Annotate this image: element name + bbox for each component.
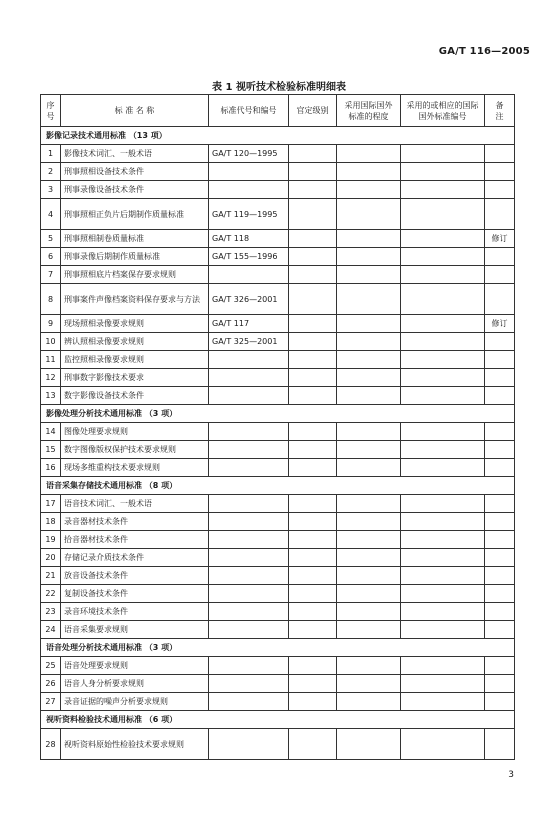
remark	[485, 693, 515, 711]
remark	[485, 603, 515, 621]
standard-name: 放音设备技术条件	[61, 567, 209, 585]
remark	[485, 729, 515, 760]
row-number: 8	[41, 284, 61, 315]
standard-name: 刑事照相制卷质量标准	[61, 230, 209, 248]
intl-adoption	[337, 333, 401, 351]
official-level	[289, 531, 337, 549]
standard-name: 录音证据的噪声分析要求规则	[61, 693, 209, 711]
standard-code	[209, 387, 289, 405]
row-number: 4	[41, 199, 61, 230]
official-level	[289, 163, 337, 181]
section-title: 语音处理分析技术通用标准 （3 项）	[41, 639, 515, 657]
official-level	[289, 351, 337, 369]
row-number: 7	[41, 266, 61, 284]
row-number: 3	[41, 181, 61, 199]
intl-adoption	[337, 441, 401, 459]
official-level	[289, 199, 337, 230]
standard-name: 拾音器材技术条件	[61, 531, 209, 549]
standard-code	[209, 423, 289, 441]
official-level	[289, 441, 337, 459]
remark	[485, 333, 515, 351]
intl-adoption	[337, 657, 401, 675]
intl-adoption	[337, 181, 401, 199]
intl-adoption	[337, 603, 401, 621]
intl-adoption	[337, 729, 401, 760]
remark	[485, 441, 515, 459]
remark: 修订	[485, 230, 515, 248]
table-row	[41, 567, 515, 585]
page-number: 3	[508, 770, 514, 780]
official-level	[289, 567, 337, 585]
table-row	[41, 315, 515, 333]
remark	[485, 459, 515, 477]
row-number: 5	[41, 230, 61, 248]
intl-standard-code	[401, 693, 485, 711]
standard-code	[209, 369, 289, 387]
official-level	[289, 675, 337, 693]
official-level	[289, 621, 337, 639]
official-level	[289, 248, 337, 266]
col-intl-code-header	[401, 95, 485, 127]
intl-standard-code	[401, 621, 485, 639]
row-number: 2	[41, 163, 61, 181]
intl-adoption	[337, 675, 401, 693]
standard-name: 现场多维重构技术要求规则	[61, 459, 209, 477]
standard-code	[209, 163, 289, 181]
intl-standard-code	[401, 230, 485, 248]
intl-adoption	[337, 369, 401, 387]
row-number: 26	[41, 675, 61, 693]
standard-code	[209, 549, 289, 567]
official-level	[289, 495, 337, 513]
intl-standard-code	[401, 315, 485, 333]
official-level	[289, 230, 337, 248]
standard-name: 刑事照相底片档案保存要求规则	[61, 266, 209, 284]
intl-standard-code	[401, 513, 485, 531]
col-seq-line1: 序	[46, 100, 55, 110]
intl-adoption	[337, 163, 401, 181]
remark	[485, 513, 515, 531]
row-number: 10	[41, 333, 61, 351]
section-row	[41, 711, 515, 729]
col-remark-line2: 注	[495, 111, 504, 121]
intl-standard-code	[401, 603, 485, 621]
table-row	[41, 459, 515, 477]
standard-code	[209, 181, 289, 199]
standard-name: 刑事案件声像档案资料保存要求与方法	[61, 284, 209, 315]
official-level	[289, 284, 337, 315]
table-row	[41, 199, 515, 230]
remark	[485, 181, 515, 199]
section-row	[41, 477, 515, 495]
intl-standard-code	[401, 199, 485, 230]
intl-adoption	[337, 423, 401, 441]
intl-adoption	[337, 351, 401, 369]
standard-code: GA/T 118	[209, 230, 289, 248]
standard-name: 刑事数字影像技术要求	[61, 369, 209, 387]
official-level	[289, 145, 337, 163]
table-row	[41, 495, 515, 513]
intl-standard-code	[401, 369, 485, 387]
intl-adoption	[337, 248, 401, 266]
table-row	[41, 441, 515, 459]
intl-standard-code	[401, 423, 485, 441]
section-row	[41, 639, 515, 657]
section-title: 影像记录技术通用标准 （13 项）	[41, 127, 515, 145]
table-row	[41, 333, 515, 351]
intl-adoption	[337, 199, 401, 230]
intl-standard-code	[401, 459, 485, 477]
standard-code: GA/T 117	[209, 315, 289, 333]
intl-standard-code	[401, 531, 485, 549]
remark	[485, 369, 515, 387]
standard-code	[209, 675, 289, 693]
standard-code: GA/T 120—1995	[209, 145, 289, 163]
intl-adoption	[337, 531, 401, 549]
table-row	[41, 230, 515, 248]
table-row	[41, 657, 515, 675]
intl-adoption	[337, 284, 401, 315]
standard-name: 刑事录像后期制作质量标准	[61, 248, 209, 266]
standard-code: GA/T 119—1995	[209, 199, 289, 230]
official-level	[289, 369, 337, 387]
row-number: 17	[41, 495, 61, 513]
remark: 修订	[485, 315, 515, 333]
remark	[485, 567, 515, 585]
col-level-header: 官定级别	[289, 95, 337, 127]
remark	[485, 248, 515, 266]
remark	[485, 266, 515, 284]
remark	[485, 675, 515, 693]
standard-code	[209, 603, 289, 621]
intl-standard-code	[401, 387, 485, 405]
col-remark-line1: 备	[495, 100, 504, 110]
row-number: 13	[41, 387, 61, 405]
col-intl-degree-line2: 标准的程度	[348, 111, 389, 121]
intl-adoption	[337, 145, 401, 163]
standard-name: 数字图像版权保护技术要求规则	[61, 441, 209, 459]
table-row	[41, 266, 515, 284]
standard-name: 监控照相录像要求规则	[61, 351, 209, 369]
standard-name: 复制设备技术条件	[61, 585, 209, 603]
row-number: 18	[41, 513, 61, 531]
col-remark-header	[485, 95, 515, 127]
standard-code	[209, 729, 289, 760]
row-number: 14	[41, 423, 61, 441]
intl-standard-code	[401, 729, 485, 760]
table-row	[41, 351, 515, 369]
standard-code: GA/T 326—2001	[209, 284, 289, 315]
standard-name: 刑事录像设备技术条件	[61, 181, 209, 199]
intl-standard-code	[401, 657, 485, 675]
row-number: 11	[41, 351, 61, 369]
row-number: 24	[41, 621, 61, 639]
row-number: 15	[41, 441, 61, 459]
standard-code: GA/T 325—2001	[209, 333, 289, 351]
remark	[485, 351, 515, 369]
standard-code	[209, 585, 289, 603]
standard-name: 刑事照相设备技术条件	[61, 163, 209, 181]
remark	[485, 163, 515, 181]
standard-code	[209, 441, 289, 459]
table-row	[41, 181, 515, 199]
intl-standard-code	[401, 333, 485, 351]
section-row	[41, 405, 515, 423]
remark	[485, 657, 515, 675]
col-intl-code-line2: 国外标准编号	[418, 111, 467, 121]
row-number: 19	[41, 531, 61, 549]
standard-name: 影像技术词汇、一般术语	[61, 145, 209, 163]
official-level	[289, 181, 337, 199]
intl-standard-code	[401, 567, 485, 585]
standard-name: 语音处理要求规则	[61, 657, 209, 675]
standard-name: 存储记录介质技术条件	[61, 549, 209, 567]
official-level	[289, 315, 337, 333]
section-title: 视听资料检验技术通用标准 （6 项）	[41, 711, 515, 729]
remark	[485, 621, 515, 639]
remark	[485, 387, 515, 405]
standard-name: 语音技术词汇、一般术语	[61, 495, 209, 513]
official-level	[289, 603, 337, 621]
table-row	[41, 729, 515, 760]
col-code-header: 标准代号和编号	[209, 95, 289, 127]
document-code: GA/T 116—2005	[438, 46, 530, 57]
table-row	[41, 585, 515, 603]
intl-adoption	[337, 549, 401, 567]
standard-code	[209, 567, 289, 585]
standard-name: 录音器材技术条件	[61, 513, 209, 531]
standard-code	[209, 351, 289, 369]
row-number: 16	[41, 459, 61, 477]
standard-code	[209, 621, 289, 639]
standard-code	[209, 495, 289, 513]
row-number: 27	[41, 693, 61, 711]
intl-adoption	[337, 621, 401, 639]
table-row	[41, 621, 515, 639]
standard-name: 语音人身分析要求规则	[61, 675, 209, 693]
table-row	[41, 248, 515, 266]
standard-name: 语音采集要求规则	[61, 621, 209, 639]
table-row	[41, 369, 515, 387]
official-level	[289, 459, 337, 477]
intl-standard-code	[401, 351, 485, 369]
intl-adoption	[337, 315, 401, 333]
official-level	[289, 387, 337, 405]
row-number: 21	[41, 567, 61, 585]
table-row	[41, 284, 515, 315]
official-level	[289, 333, 337, 351]
section-row	[41, 127, 515, 145]
remark	[485, 423, 515, 441]
standard-name: 视听资料原始性检验技术要求规则	[61, 729, 209, 760]
table-row	[41, 693, 515, 711]
intl-standard-code	[401, 181, 485, 199]
standard-code	[209, 266, 289, 284]
official-level	[289, 549, 337, 567]
official-level	[289, 693, 337, 711]
row-number: 23	[41, 603, 61, 621]
table-row	[41, 513, 515, 531]
standard-code	[209, 693, 289, 711]
intl-standard-code	[401, 495, 485, 513]
table-row	[41, 145, 515, 163]
col-seq-header	[41, 95, 61, 127]
intl-adoption	[337, 459, 401, 477]
intl-adoption	[337, 495, 401, 513]
official-level	[289, 585, 337, 603]
standard-name: 图像处理要求规则	[61, 423, 209, 441]
row-number: 1	[41, 145, 61, 163]
intl-adoption	[337, 513, 401, 531]
remark	[485, 145, 515, 163]
standard-code	[209, 657, 289, 675]
remark	[485, 199, 515, 230]
intl-standard-code	[401, 441, 485, 459]
intl-adoption	[337, 230, 401, 248]
intl-standard-code	[401, 266, 485, 284]
remark	[485, 549, 515, 567]
col-intl-degree-line1: 采用国际国外	[344, 100, 393, 110]
standard-code	[209, 531, 289, 549]
col-name-header: 标 准 名 称	[61, 95, 209, 127]
intl-adoption	[337, 693, 401, 711]
remark	[485, 495, 515, 513]
row-number: 28	[41, 729, 61, 760]
official-level	[289, 423, 337, 441]
standards-table	[40, 94, 515, 760]
row-number: 12	[41, 369, 61, 387]
row-number: 22	[41, 585, 61, 603]
intl-adoption	[337, 567, 401, 585]
remark	[485, 284, 515, 315]
standard-code	[209, 459, 289, 477]
official-level	[289, 657, 337, 675]
table-row	[41, 549, 515, 567]
table-row	[41, 603, 515, 621]
standard-name: 现场照相录像要求规则	[61, 315, 209, 333]
table-title: 表 1 视听技术检验标准明细表	[212, 82, 346, 93]
table-row	[41, 423, 515, 441]
row-number: 20	[41, 549, 61, 567]
intl-adoption	[337, 266, 401, 284]
intl-standard-code	[401, 585, 485, 603]
official-level	[289, 513, 337, 531]
standard-code: GA/T 155—1996	[209, 248, 289, 266]
official-level	[289, 729, 337, 760]
remark	[485, 531, 515, 549]
row-number: 9	[41, 315, 61, 333]
standard-name: 数字影像设备技术条件	[61, 387, 209, 405]
intl-adoption	[337, 585, 401, 603]
intl-adoption	[337, 387, 401, 405]
table-header	[41, 95, 515, 127]
col-intl-degree-header	[337, 95, 401, 127]
intl-standard-code	[401, 248, 485, 266]
section-title: 影像处理分析技术通用标准 （3 项）	[41, 405, 515, 423]
col-seq-line2: 号	[46, 111, 55, 121]
standard-name: 辨认照相录像要求规则	[61, 333, 209, 351]
official-level	[289, 266, 337, 284]
standard-name: 刑事照相正负片后期制作质量标准	[61, 199, 209, 230]
remark	[485, 585, 515, 603]
col-intl-code-line1: 采用的或相应的国际	[406, 100, 479, 110]
standard-code	[209, 513, 289, 531]
intl-standard-code	[401, 163, 485, 181]
row-number: 25	[41, 657, 61, 675]
intl-standard-code	[401, 145, 485, 163]
row-number: 6	[41, 248, 61, 266]
table-row	[41, 531, 515, 549]
intl-standard-code	[401, 549, 485, 567]
table-row	[41, 387, 515, 405]
standard-name: 录音环境技术条件	[61, 603, 209, 621]
table-row	[41, 675, 515, 693]
intl-standard-code	[401, 675, 485, 693]
intl-standard-code	[401, 284, 485, 315]
table-row	[41, 163, 515, 181]
table-body	[41, 127, 515, 760]
section-title: 语音采集存储技术通用标准 （8 项）	[41, 477, 515, 495]
